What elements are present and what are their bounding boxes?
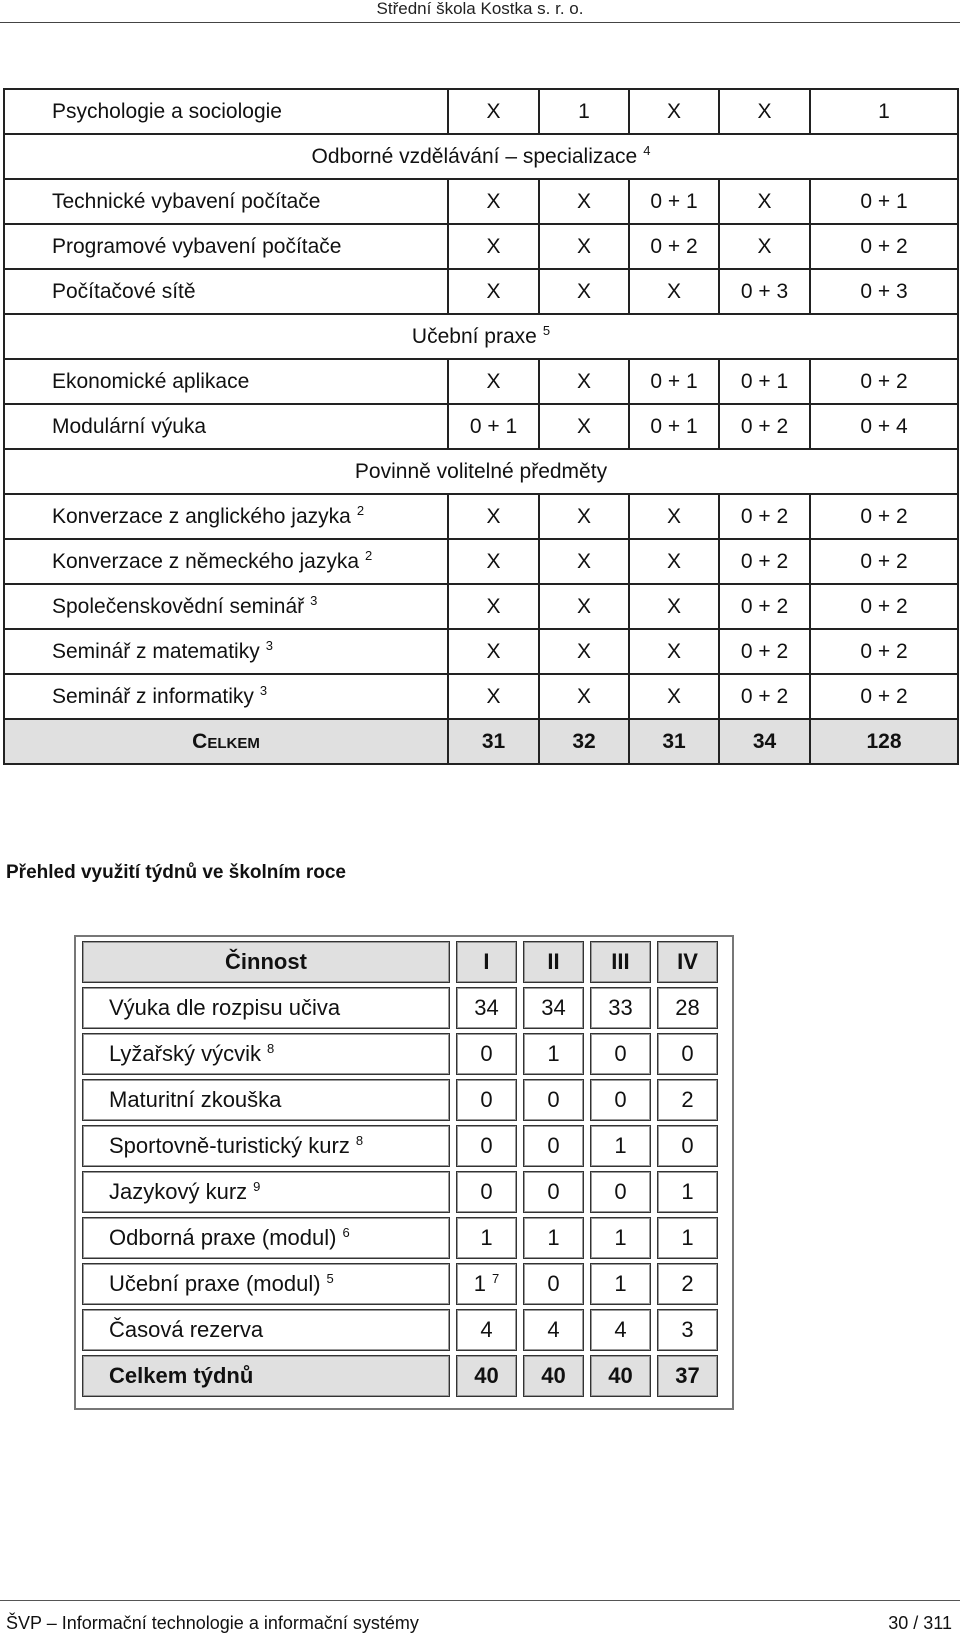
hours-cell: X — [448, 359, 539, 404]
hours-cell: 0 + 2 — [810, 674, 958, 719]
activity-name — [82, 1263, 450, 1305]
weeks-value: 4 — [614, 1317, 627, 1342]
row-label: Společenskovědní seminář — [52, 594, 305, 618]
weeks-cell — [657, 1171, 718, 1213]
weeks-cell — [657, 1033, 718, 1075]
weeks-total-row — [82, 1355, 718, 1397]
weeks-cell — [657, 987, 718, 1029]
weeks-value: 1 — [547, 1225, 560, 1250]
hours-cell: X — [448, 89, 539, 134]
weeks-row — [82, 1263, 718, 1305]
weeks-value: 1 — [614, 1271, 627, 1296]
hours-cell: X — [539, 494, 629, 539]
weeks-row — [82, 1125, 718, 1167]
weeks-cell — [456, 987, 517, 1029]
hours-cell: 0 + 1 — [629, 404, 719, 449]
row-label: Počítačové sítě — [52, 279, 196, 303]
school-name: Střední škola Kostka s. r. o. — [376, 0, 584, 18]
row-label: Maturitní zkouška — [109, 1087, 282, 1112]
hours-cell: X — [719, 89, 810, 134]
weeks-table-frame — [74, 935, 734, 1410]
hours-cell: X — [448, 494, 539, 539]
weeks-value: 1 — [681, 1225, 694, 1250]
weeks-row — [82, 1309, 718, 1351]
weeks-value: 1 — [547, 1041, 560, 1066]
total-cell: 31 — [629, 719, 719, 764]
row-label: Programové vybavení počítače — [52, 234, 342, 258]
weeks-value: 0 — [547, 1271, 560, 1296]
weeks-total-cell: 37 — [657, 1355, 718, 1397]
hours-cell: X — [448, 224, 539, 269]
weeks-row — [82, 1079, 718, 1121]
footnote-ref: 4 — [643, 142, 651, 158]
hours-cell: 0 + 2 — [719, 404, 810, 449]
total-label — [4, 719, 448, 764]
weeks-value: 0 — [547, 1179, 560, 1204]
row-label: Modulární výuka — [52, 414, 207, 438]
subject-row — [4, 89, 958, 134]
weeks-value: 1 — [681, 1179, 694, 1204]
section-row — [4, 449, 958, 494]
weeks-row — [82, 1217, 718, 1259]
row-label: Ekonomické aplikace — [52, 369, 250, 393]
hours-cell: 0 + 2 — [810, 359, 958, 404]
weeks-value: 0 — [614, 1179, 627, 1204]
hours-cell: 0 + 2 — [810, 629, 958, 674]
total-cell: 32 — [539, 719, 629, 764]
hours-cell: X — [539, 224, 629, 269]
weeks-header-row — [82, 941, 718, 983]
hours-cell: 0 + 2 — [719, 494, 810, 539]
weeks-value: 4 — [547, 1317, 560, 1342]
footnote-ref: 3 — [310, 592, 318, 608]
subject-row — [4, 674, 958, 719]
weeks-value: 0 — [614, 1087, 627, 1112]
total-label-rest: ELKEM — [207, 734, 260, 752]
hours-cell: 0 + 1 — [629, 359, 719, 404]
weeks-value: 1 — [614, 1225, 627, 1250]
weeks-cell — [523, 1033, 584, 1075]
footnote-ref: 7 — [492, 1270, 500, 1286]
activity-name — [82, 987, 450, 1029]
year-column-header: II — [523, 941, 584, 983]
row-label: Lyžařský výcvik — [109, 1041, 261, 1066]
hours-cell: X — [539, 269, 629, 314]
weeks-cell — [523, 987, 584, 1029]
hours-cell: X — [539, 629, 629, 674]
weeks-value: 2 — [681, 1271, 694, 1296]
footnote-ref: 8 — [266, 1040, 275, 1056]
footnote-ref: 3 — [265, 637, 273, 653]
hours-cell: X — [448, 629, 539, 674]
hours-cell: X — [448, 539, 539, 584]
row-label: Učební praxe — [411, 324, 537, 348]
hours-cell: 0 + 1 — [719, 359, 810, 404]
weeks-value: 0 — [547, 1133, 560, 1158]
subject-name — [4, 404, 448, 449]
weeks-cell — [456, 1079, 517, 1121]
hours-cell: 0 + 2 — [629, 224, 719, 269]
hours-cell: X — [629, 89, 719, 134]
row-label: Psychologie a sociologie — [52, 99, 282, 123]
hours-cell: X — [719, 224, 810, 269]
weeks-overview-title: Přehled využití týdnů ve školním roce — [6, 862, 346, 883]
weeks-value: 1 — [480, 1225, 493, 1250]
row-label: Časová rezerva — [109, 1317, 264, 1342]
weeks-total-cell: 40 — [590, 1355, 651, 1397]
weeks-cell — [590, 1309, 651, 1351]
total-cell: 31 — [448, 719, 539, 764]
footnote-ref: 6 — [342, 1224, 350, 1240]
row-label: Povinně volitelné předměty — [354, 459, 608, 483]
hours-cell: X — [539, 359, 629, 404]
page-number: 30 / 311 — [888, 1613, 952, 1633]
weeks-value: 4 — [480, 1317, 493, 1342]
weeks-value: 2 — [681, 1087, 694, 1112]
row-label: Učební praxe (modul) — [109, 1271, 321, 1296]
subject-name — [4, 539, 448, 584]
hours-cell: 0 + 1 — [629, 179, 719, 224]
weeks-cell — [456, 1309, 517, 1351]
weeks-cell — [456, 1033, 517, 1075]
weeks-cell — [657, 1079, 718, 1121]
hours-cell: X — [539, 539, 629, 584]
subject-row — [4, 269, 958, 314]
weeks-cell — [590, 987, 651, 1029]
hours-cell: X — [539, 179, 629, 224]
subject-row — [4, 584, 958, 629]
weeks-cell — [657, 1125, 718, 1167]
weeks-row — [82, 987, 718, 1029]
weeks-value: 0 — [547, 1087, 560, 1112]
section-heading — [4, 314, 958, 359]
subject-row — [4, 629, 958, 674]
weeks-value: 0 — [681, 1041, 694, 1066]
subject-name — [4, 179, 448, 224]
weeks-value: 34 — [541, 995, 566, 1020]
hours-cell: 0 + 2 — [810, 584, 958, 629]
subject-row — [4, 404, 958, 449]
footnote-ref: 8 — [355, 1132, 364, 1148]
activity-column-header: Činnost — [82, 941, 450, 983]
hours-cell: 0 + 2 — [719, 584, 810, 629]
hours-cell: X — [629, 494, 719, 539]
activity-name — [82, 1217, 450, 1259]
weeks-cell — [657, 1263, 718, 1305]
hours-cell: X — [448, 269, 539, 314]
hours-cell: 0 + 1 — [810, 179, 958, 224]
hours-cell: 0 + 2 — [810, 224, 958, 269]
hours-cell: X — [539, 674, 629, 719]
weeks-cell — [590, 1079, 651, 1121]
footnote-ref: 9 — [253, 1178, 261, 1194]
subject-name — [4, 359, 448, 404]
subject-name — [4, 494, 448, 539]
weeks-value: 0 — [480, 1087, 493, 1112]
subject-name — [4, 224, 448, 269]
subject-name — [4, 629, 448, 674]
total-cell: 34 — [719, 719, 810, 764]
weeks-row — [82, 1171, 718, 1213]
hours-cell: 1 — [539, 89, 629, 134]
weeks-cell — [590, 1171, 651, 1213]
hours-cell: 0 + 4 — [810, 404, 958, 449]
weeks-cell — [523, 1309, 584, 1351]
weeks-value: 28 — [675, 995, 700, 1020]
hours-cell: 0 + 3 — [719, 269, 810, 314]
hours-cell: X — [719, 179, 810, 224]
weeks-value: 0 — [480, 1179, 493, 1204]
subject-name — [4, 89, 448, 134]
row-label: Seminář z matematiky — [52, 639, 260, 663]
activity-name — [82, 1309, 450, 1351]
weeks-cell — [456, 1263, 517, 1305]
weeks-cell — [523, 1171, 584, 1213]
row-label: Seminář z informatiky — [52, 684, 254, 708]
weeks-cell — [456, 1171, 517, 1213]
footnote-ref: 3 — [259, 682, 268, 698]
subject-name — [4, 269, 448, 314]
activity-name — [82, 1171, 450, 1213]
weeks-cell — [523, 1217, 584, 1259]
weeks-total-label: Celkem týdnů — [82, 1355, 450, 1397]
year-column-header: I — [456, 941, 517, 983]
weeks-cell — [657, 1217, 718, 1259]
subject-row — [4, 224, 958, 269]
row-label: Konverzace z anglického jazyka — [52, 504, 351, 528]
subject-name — [4, 674, 448, 719]
footnote-ref: 5 — [542, 322, 551, 338]
weeks-value: 34 — [474, 995, 499, 1020]
row-label: Výuka dle rozpisu učiva — [109, 995, 341, 1020]
document-title: ŠVP – Informační technologie a informační systémy — [6, 1613, 419, 1633]
hours-cell: 1 — [810, 89, 958, 134]
hours-cell: X — [539, 404, 629, 449]
weeks-table — [76, 937, 724, 1401]
hours-cell: X — [629, 629, 719, 674]
weeks-cell — [523, 1079, 584, 1121]
weeks-total-cell: 40 — [456, 1355, 517, 1397]
weeks-cell — [523, 1125, 584, 1167]
subject-name — [4, 584, 448, 629]
weeks-value: 33 — [608, 995, 633, 1020]
weeks-value: 1 — [473, 1271, 486, 1296]
hours-cell: 0 + 2 — [719, 539, 810, 584]
weeks-total-cell: 40 — [523, 1355, 584, 1397]
weeks-value: 3 — [681, 1317, 694, 1342]
weeks-cell — [590, 1217, 651, 1259]
hours-cell: 0 + 2 — [810, 494, 958, 539]
hours-cell: X — [629, 674, 719, 719]
subject-row — [4, 539, 958, 584]
total-cell: 128 — [810, 719, 958, 764]
page-footer — [0, 1600, 960, 1635]
section-row — [4, 134, 958, 179]
weeks-cell — [523, 1263, 584, 1305]
hours-cell: 0 + 1 — [448, 404, 539, 449]
section-row — [4, 314, 958, 359]
row-label: Sportovně-turistický kurz — [109, 1133, 350, 1158]
footnote-ref: 2 — [365, 547, 373, 563]
page-header — [0, 0, 960, 23]
subject-row — [4, 179, 958, 224]
weeks-value: 0 — [614, 1041, 627, 1066]
hours-cell: X — [448, 584, 539, 629]
footnote-ref: 2 — [356, 502, 365, 518]
weeks-cell — [456, 1125, 517, 1167]
hours-cell: X — [629, 584, 719, 629]
footnote-ref: 5 — [326, 1270, 334, 1286]
activity-name — [82, 1079, 450, 1121]
subject-row — [4, 359, 958, 404]
weeks-value: 1 — [614, 1133, 627, 1158]
weeks-row — [82, 1033, 718, 1075]
hours-cell: X — [629, 269, 719, 314]
hours-cell: 0 + 2 — [719, 674, 810, 719]
weeks-cell — [590, 1125, 651, 1167]
hours-cell: 0 + 3 — [810, 269, 958, 314]
year-column-header: III — [590, 941, 651, 983]
weeks-cell — [456, 1217, 517, 1259]
row-label: Konverzace z německého jazyka — [52, 549, 359, 573]
weeks-cell — [657, 1309, 718, 1351]
section-heading — [4, 134, 958, 179]
hours-cell: X — [448, 674, 539, 719]
hours-cell: X — [629, 539, 719, 584]
row-label: Odborné vzdělávání – specializace — [311, 144, 638, 168]
weeks-value: 0 — [480, 1133, 493, 1158]
section-heading — [4, 449, 958, 494]
row-label: Jazykový kurz — [109, 1179, 248, 1204]
total-row — [4, 719, 958, 764]
weeks-cell — [590, 1033, 651, 1075]
curriculum-table — [3, 88, 959, 765]
hours-cell: X — [448, 179, 539, 224]
weeks-value: 0 — [681, 1133, 694, 1158]
hours-cell: 0 + 2 — [810, 539, 958, 584]
activity-name — [82, 1125, 450, 1167]
row-label: Odborná praxe (modul) — [109, 1225, 337, 1250]
total-label-first: C — [192, 729, 208, 753]
hours-cell: X — [539, 584, 629, 629]
activity-name — [82, 1033, 450, 1075]
weeks-value: 0 — [480, 1041, 493, 1066]
subject-row — [4, 494, 958, 539]
row-label: Technické vybavení počítače — [52, 189, 321, 213]
year-column-header: IV — [657, 941, 718, 983]
hours-cell: 0 + 2 — [719, 629, 810, 674]
weeks-cell — [590, 1263, 651, 1305]
